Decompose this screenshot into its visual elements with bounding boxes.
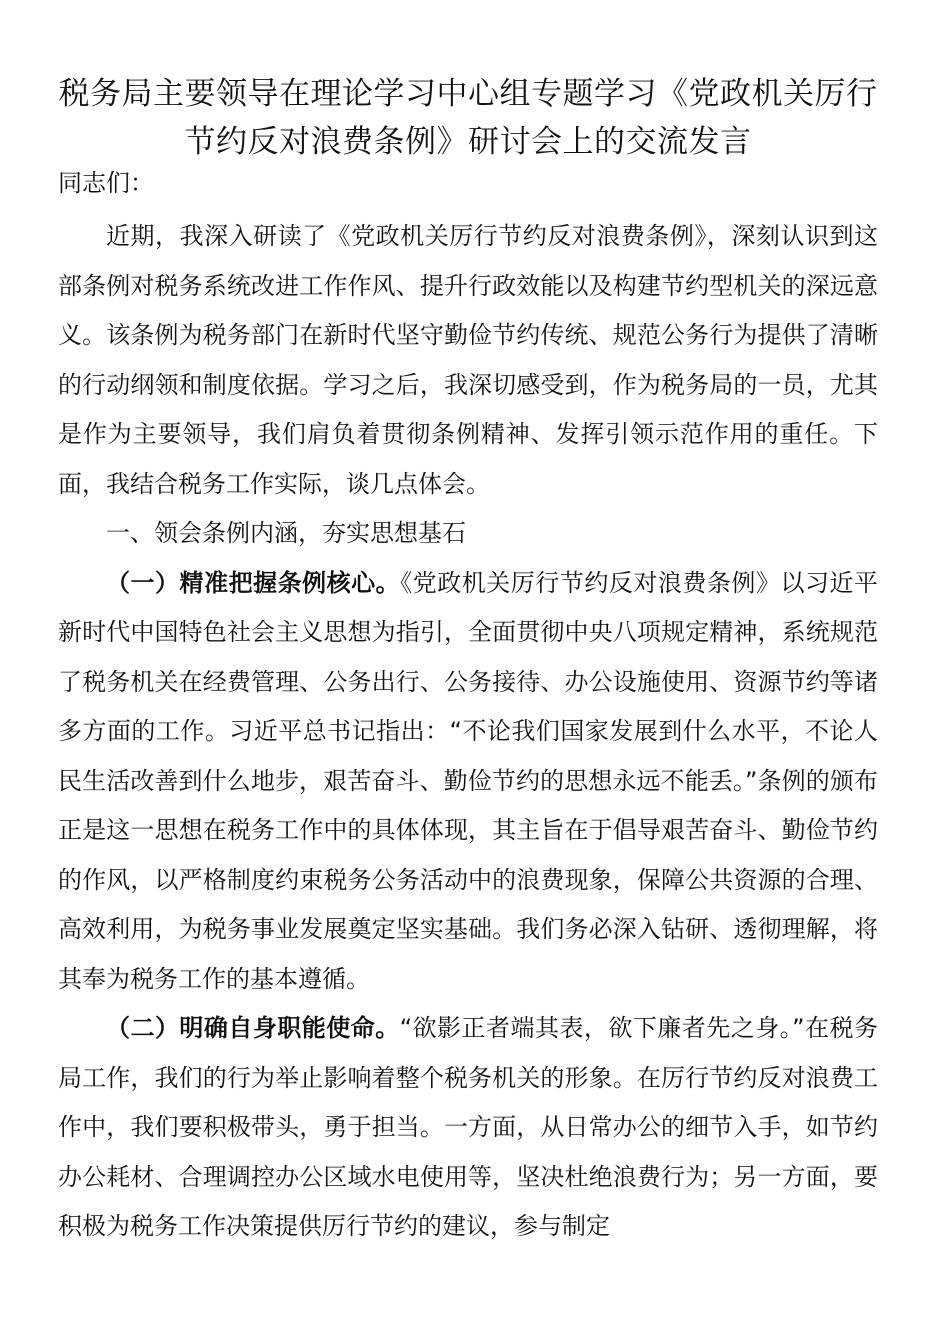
- subsection-lead-2: （二）明确自身职能使命。: [106, 1014, 400, 1042]
- section-heading-1: 一、领会条例内涵，夯实思想基石: [106, 519, 466, 547]
- subsection-paragraph-2: [58, 1004, 878, 1252]
- intro-paragraph: 近期，我深入研读了《党政机关厉行节约反对浪费条例》，深刻认识到这部条例对税务系统改进工作作风、提升行政效能以及构建节约型机关的深远意义。该条例为税务部门在新时代坚守勤俭节约传统、规范公务行为提供了清晰的行动纲领和制度依据。学习之后，我深切感受到，作为税务局的一员，尤其是作为主要领导，我们肩负着贯彻条例精神、发挥引领示范作用的重任。下面，我结合税务工作实际，谈几点体会。: [58, 222, 878, 498]
- subsection-lead-1: （一）精准把握条例核心。: [106, 568, 401, 597]
- subsection-paragraph-1: [58, 559, 878, 1005]
- document-title: 税务局主要领导在理论学习中心组专题学习《党政机关厉行节约反对浪费条例》研讨会上的交流发言: [58, 76, 878, 160]
- salutation: 同志们：: [58, 169, 154, 197]
- subsection-body-2: “欲影正者端其表，欲下廉者先之身。”在税务局工作，我们的行为举止影响着整个税务机关的形象。在厉行节约反对浪费工作中，我们要积极带头，勇于担当。一方面，从日常办公的细节入手，如节约办公耗材、合理调控办公区域水电使用等，坚决杜绝浪费行为；另一方面，要积极为税务工作决策提供厉行节约的建议，参与制定: [58, 1014, 878, 1240]
- document-page: [58, 70, 878, 1252]
- subsection-body-1: 《党政机关厉行节约反对浪费条例》以习近平新时代中国特色社会主义思想为指引，全面贯彻中央八项规定精神，系统规范了税务机关在经费管理、公务出行、公务接待、办公设施使用、资源节约等诸多方面的工作。习近平总书记指出：“不论我们国家发展到什么水平，不论人民生活改善到什么地步，艰苦奋斗、勤俭节约的思想永远不能丢。”条例的颁布正是这一思想在税务工作中的具体体现，其主旨在于倡导艰苦奋斗、勤俭节约的作风，以严格制度约束税务公务活动中的浪费现象，保障公共资源的合理、高效利用，为税务事业发展奠定坚实基础。我们务必深入钻研、透彻理解，将其奉为税务工作的基本遵循。: [58, 568, 879, 993]
